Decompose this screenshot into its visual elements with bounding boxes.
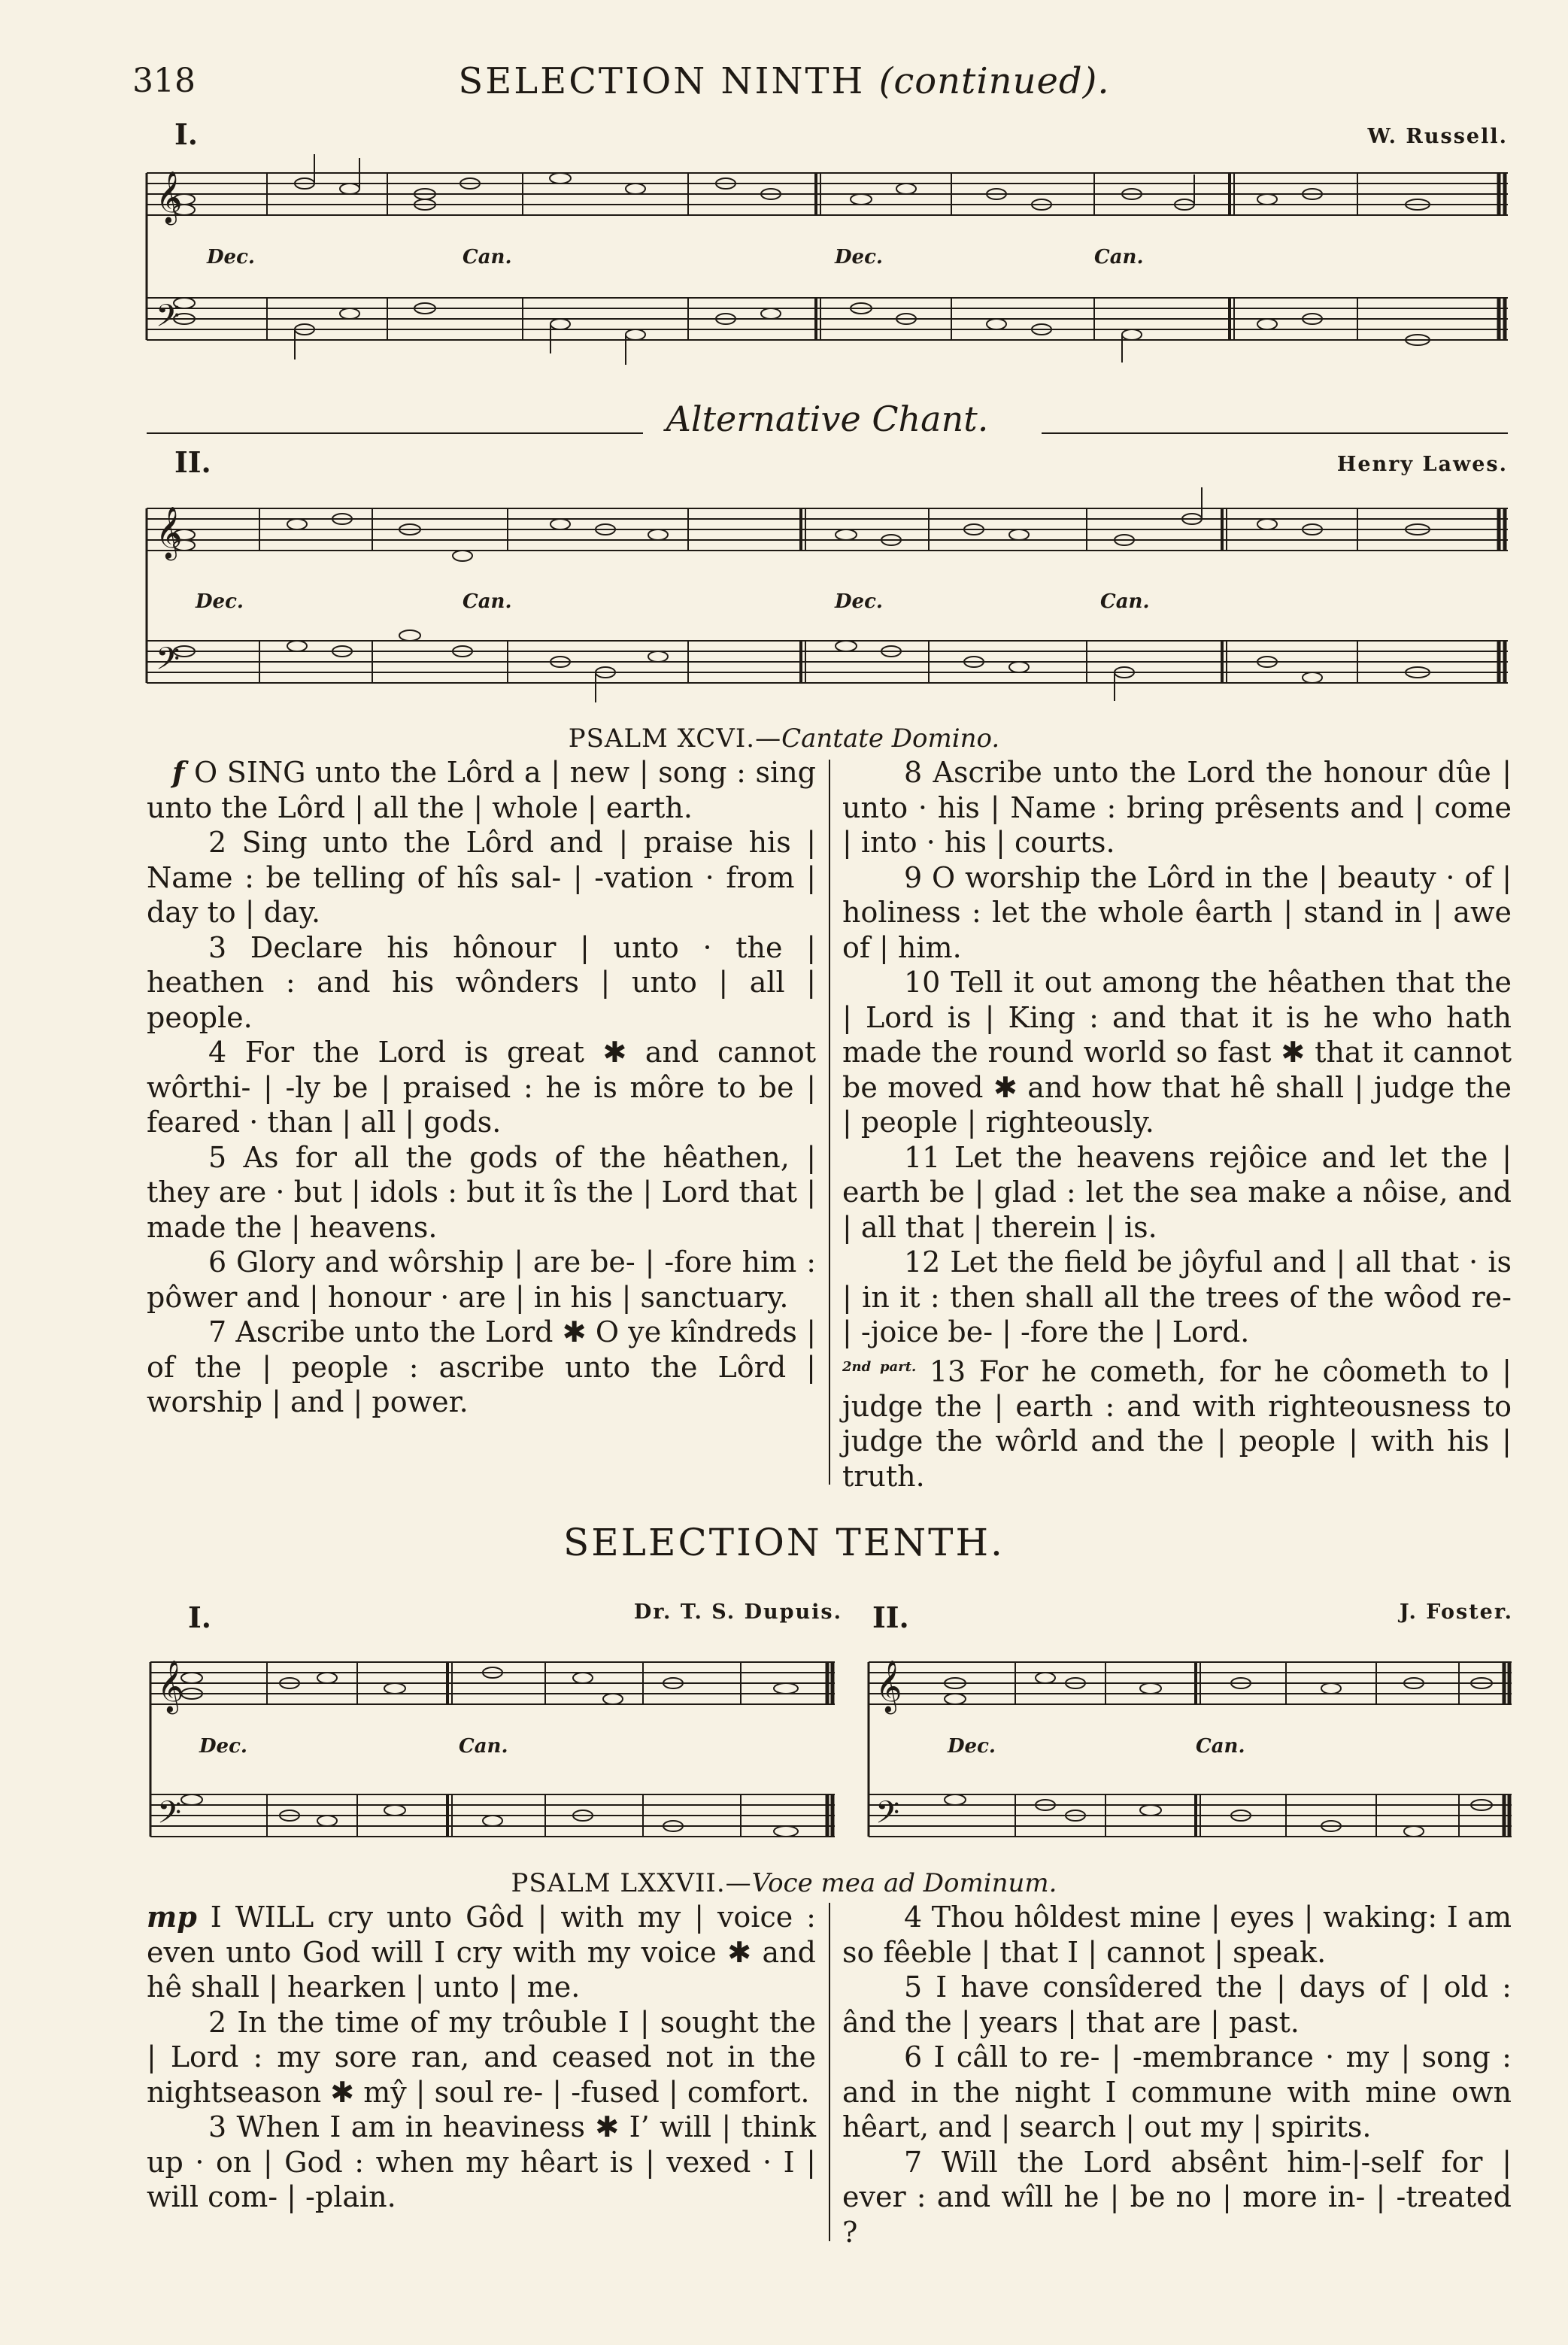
verse-1: mp I WILL cry unto Gôd | with my | voice : even unto God will I cry with my voice ✱ and hê shall | hearken | unto | me. [147, 1900, 816, 2004]
selection-title-suffix: (continued). [878, 60, 1110, 102]
decani-mark-2: Dec. [835, 246, 883, 268]
chant-2-composer: Henry Lawes. [1336, 453, 1508, 476]
verse-3: 3 Declare his hônour | unto · the | heathen : and his wônders | unto | all | people. [147, 930, 816, 1034]
psalm-96-latin: Cantate Domino. [781, 724, 1000, 754]
selection-title: SELECTION NINTH [458, 60, 866, 102]
treble-clef-icon: 𝄞 [156, 171, 183, 223]
alternative-chant-label: Alternative Chant. [666, 399, 989, 439]
cantoris-mark-2: Can. [1094, 246, 1144, 268]
decani-mark-2: Dec. [835, 590, 883, 613]
verse-9: 9 O worship the Lôrd in the | beauty · of | holiness : let the whole êarth | stand in | awe of | him. [842, 860, 1512, 964]
verse-5: 5 As for all the gods of the hêathen, | they are · but | idols : but it îs the | Lord that | made the | heavens. [147, 1140, 816, 1244]
verse-1: f O SING unto the Lôrd a | new | song : sing unto the Lôrd | all the | whole | earth. [147, 755, 816, 824]
bass-clef-icon: 𝄢 [156, 298, 180, 341]
cantoris-mark: Can. [463, 590, 512, 613]
tenth-chant-2-numeral: II. [872, 1600, 909, 1634]
bass-clef-icon: 𝄢 [156, 641, 180, 684]
psalm-96-title: PSALM XCVI.— [568, 724, 782, 754]
psalm-96-right-column [842, 755, 1512, 1494]
cantoris-mark: Can. [1196, 1735, 1245, 1758]
verse-7: 7 Will the Lord absênt him-|-self for | ever : and wîll he | be no | more in- | -treated ? [842, 2145, 1512, 2249]
treble-notes [174, 154, 1430, 215]
decani-mark: Dec. [207, 246, 255, 268]
verse-4: 4 For the Lord is great ✱ and cannot wôrthi- | -ly be | praised : he is môre to be | feared · than | all | gods. [147, 1036, 816, 1139]
cantoris-mark: Can. [459, 1735, 508, 1758]
decani-mark: Dec. [196, 590, 244, 613]
verse-4: 4 Thou hôldest mine | eyes | waking: I am so fêeble | that I | cannot | speak. [842, 1901, 1512, 1969]
verse-13: $^{2nd part.}$ 13 For he cometh, for he côometh to | judge the | earth : and with righteousness to judge the wôrld and the | people | with his | truth. [842, 1355, 1512, 1493]
dynamic-mark: mp [147, 1900, 197, 1934]
treble-clef-icon: 𝄞 [156, 506, 183, 559]
tenth-chant-2-composer: J. Foster. [1399, 1600, 1513, 1624]
verse-8: 8 Ascribe unto the Lord the honour dûe | unto · his | Name : bring prêsents and | come | into · his | courts. [842, 756, 1512, 859]
chant-1-numeral: I. [174, 117, 199, 151]
verse-11: 11 Let the heavens rejôice and let the | earth be | glad : let the sea make a nôise, and | all that | therein | is. [842, 1140, 1512, 1244]
chant-1-score [139, 150, 1515, 369]
tenth-chant-1-numeral: I. [188, 1600, 212, 1634]
verse-10: 10 Tell it out among the hêathen that the | Lord is | King : and that it is he who hath made the round world so fast ✱ that it cannot be moved ✱ and how that hê shall | judge the | people | righteously. [842, 966, 1512, 1139]
verse-2: 2 In the time of my trôuble I | sought the | Lord : my sore ran, and ceased not in the nightseason ✱ mŷ | soul re- | -fused | comfort. [147, 2005, 816, 2109]
tenth-chant-1-composer: Dr. T. S. Dupuis. [633, 1600, 842, 1624]
running-head [0, 60, 1568, 102]
bass-clef-icon: 𝄢 [875, 1794, 900, 1838]
bass-clef-icon: 𝄢 [157, 1794, 182, 1838]
dynamic-mark: f [172, 755, 185, 789]
verse-5: 5 I have consîdered the | days of | old : ând the | years | that are | past. [842, 1970, 1512, 2039]
verse-7: 7 Ascribe unto the Lord ✱ O ye kîndreds | of the | people : ascribe unto the Lôrd | worship | and | power. [147, 1315, 816, 1418]
treble-clef-icon: 𝄞 [875, 1660, 902, 1712]
selection-tenth-heading: SELECTION TENTH. [563, 1521, 1005, 1564]
second-part-mark: 2nd part. [842, 1358, 917, 1375]
psalm-77-left-column [147, 1900, 816, 2215]
chant-2-score [139, 478, 1515, 704]
cantoris-mark-2: Can. [1100, 590, 1150, 613]
tenth-chant-2-score [865, 1632, 1515, 1850]
decani-mark: Dec. [199, 1735, 247, 1758]
treble-clef-icon: 𝄞 [157, 1660, 184, 1712]
decani-mark: Dec. [948, 1735, 996, 1758]
psalm-77-right-column [842, 1900, 1512, 2249]
psalm-77-latin: Voce mea ad Dominum. [751, 1868, 1057, 1898]
cantoris-mark: Can. [463, 246, 512, 268]
alternative-chant-heading [147, 399, 1508, 444]
chant-1-composer: W. Russell. [1367, 125, 1508, 148]
verse-2: 2 Sing unto the Lôrd and | praise his | Name : be telling of hîs sal- | -vation · from | day to | day. [147, 826, 816, 929]
verse-6: 6 Glory and wôrship | are be- | -fore him : pôwer and | honour · are | in his | sanctuary. [147, 1245, 816, 1314]
page-number: 318 [132, 62, 196, 100]
verse-12: 12 Let the field be jôyful and | all that · is | in it : then shall all the trees of the wôod re- | -joice be- | -fore the | Lord. [842, 1245, 1512, 1348]
verse-3: 3 When I am in heaviness ✱ I’ will | think up · on | God : when my hêart is | vexed · I | will com- | -plain. [147, 2110, 816, 2213]
psalm-96-left-column [147, 755, 816, 1420]
column-divider-2 [829, 1903, 830, 2241]
psalm-77-title: PSALM LXXVII.— [511, 1868, 752, 1898]
psalm-96-heading [0, 724, 1568, 754]
tenth-chant-1-score [147, 1632, 839, 1850]
verse-6: 6 I câll to re- | -membrance · my | song : and in the night I commune with mine own hêart, and | search | out my | spirits. [842, 2040, 1512, 2143]
column-divider [829, 760, 830, 1485]
chant-2-numeral: II. [174, 445, 211, 479]
psalm-77-heading [0, 1868, 1568, 1898]
